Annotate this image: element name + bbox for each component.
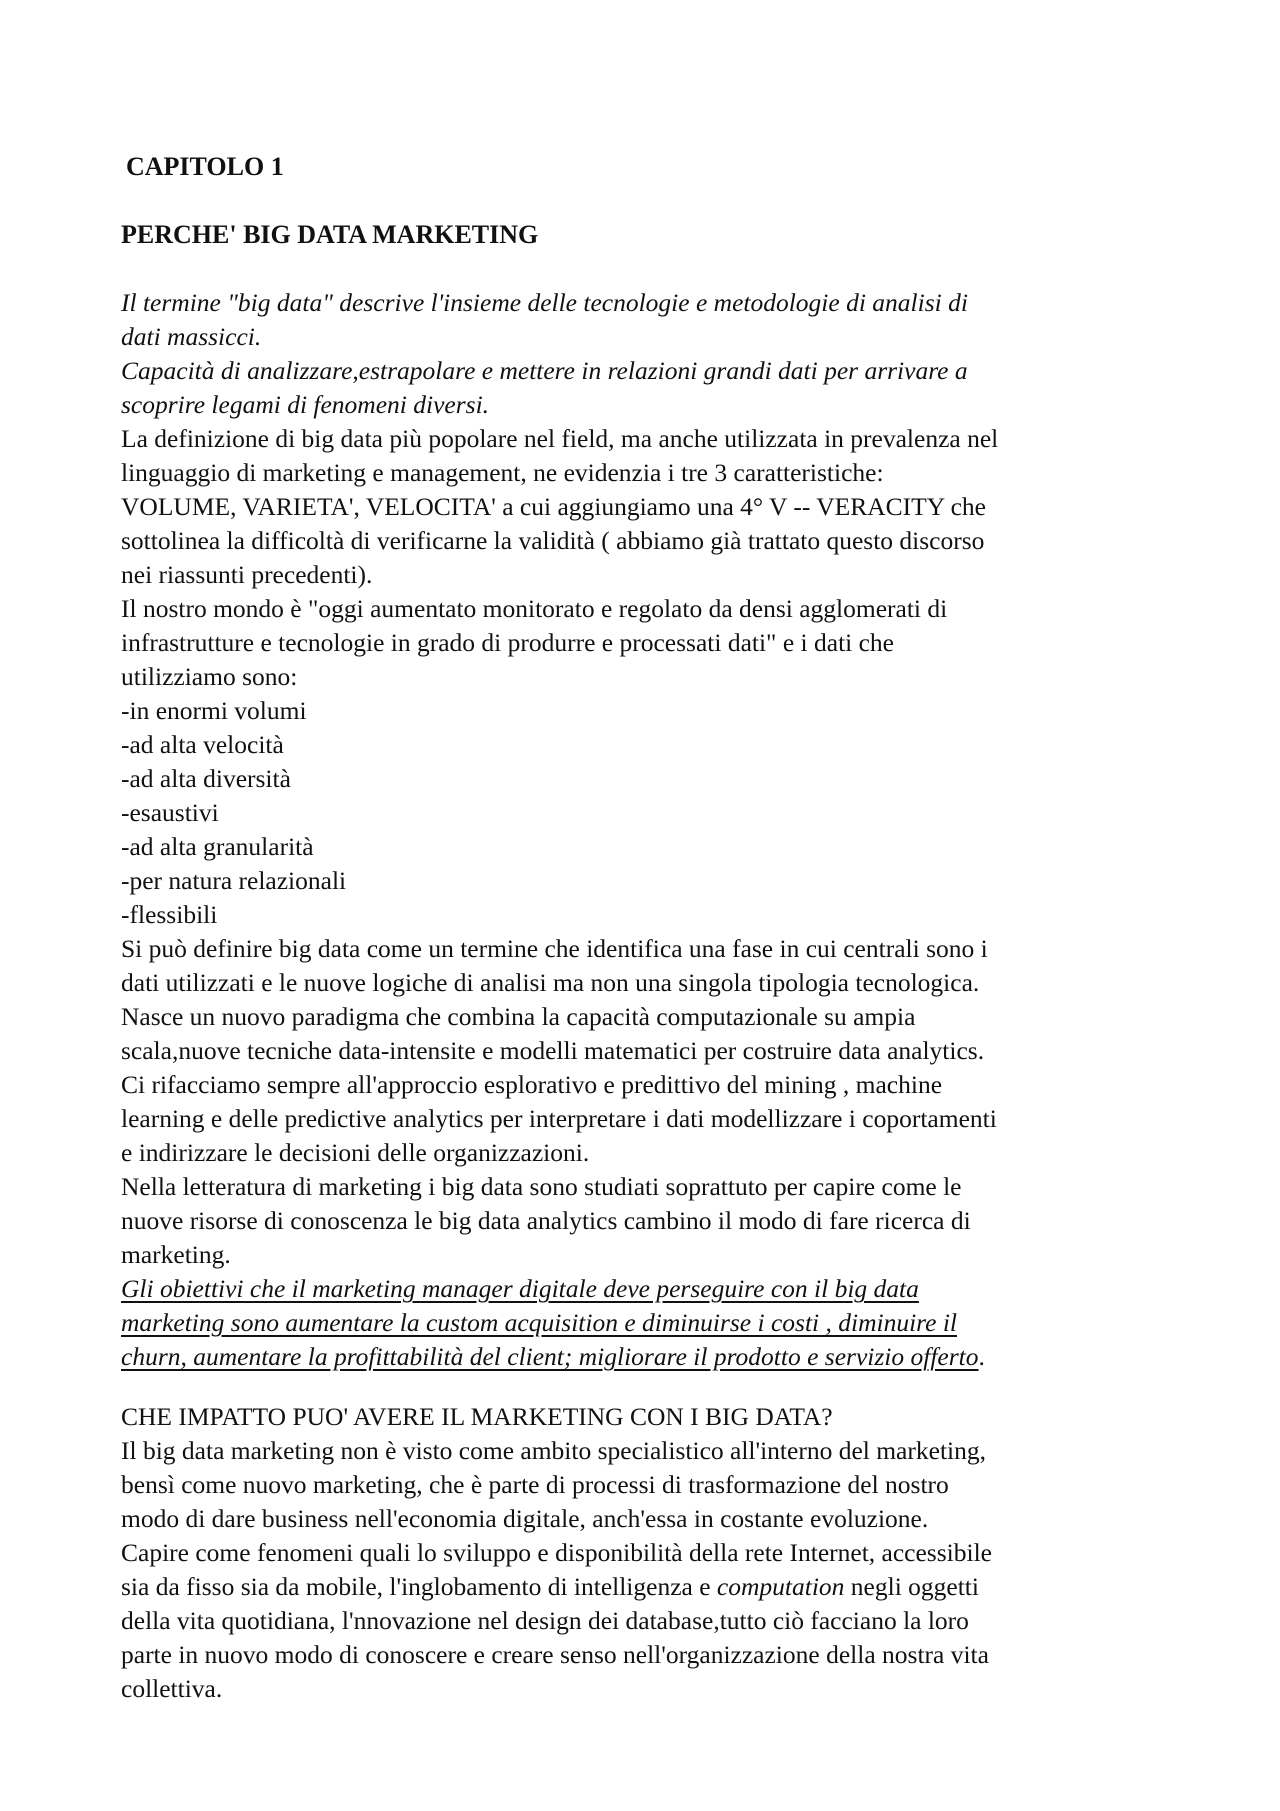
text-line: [121, 1672, 1171, 1706]
line-text: nuove risorse di conoscenza le big data analytics cambino il modo di fare ricerca di: [121, 1206, 971, 1235]
line-text: Il nostro mondo è "oggi aumentato monitorato e regolato da densi agglomerati di: [121, 594, 948, 623]
line-text: Nasce un nuovo paradigma che combina la capacità computazionale su ampia: [121, 1002, 916, 1031]
line-text: sottolinea la difficoltà di verificarne la validità ( abbiamo già trattato questo discorso: [121, 526, 985, 555]
line-text: -in enormi volumi: [121, 696, 307, 725]
line-text: scoprire legami di fenomeni diversi.: [121, 390, 490, 419]
text-line: [121, 1434, 1171, 1468]
section-heading-impact: CHE IMPATTO PUO' AVERE IL MARKETING CON I BIG DATA?: [121, 1402, 833, 1431]
line-text: Si può definire big data come un termine che identifica una fase in cui centrali sono i: [121, 934, 988, 963]
line-text: -ad alta diversità: [121, 764, 291, 793]
text-line: [121, 558, 1171, 592]
text-line: [121, 1570, 1171, 1604]
line-text: parte in nuovo modo di conoscere e creare senso nell'organizzazione della nostra vita: [121, 1640, 989, 1669]
line-text: Capire come fenomeni quali lo sviluppo e disponibilità della rete Internet, accessibile: [121, 1538, 992, 1567]
line-text: La definizione di big data più popolare nel field, ma anche utilizzata in prevalenza nel: [121, 424, 999, 453]
line-text: Gli obiettivi che il marketing manager digitale deve perseguire con il big data: [121, 1274, 919, 1303]
text-line: [121, 592, 1171, 626]
line-text-tail: .: [978, 1342, 985, 1371]
text-line: [121, 524, 1171, 558]
line-text: churn, aumentare la profittabilità del client; migliorare il prodotto e servizio offerto: [121, 1342, 979, 1371]
text-line: [121, 966, 1171, 1000]
text-line: [121, 388, 1171, 422]
text-line: [121, 1468, 1171, 1502]
text-line: [121, 830, 1171, 864]
text-line: [121, 490, 1171, 524]
line-text: Il termine "big data" descrive l'insieme delle tecnologie e metodologie di analisi di: [121, 288, 968, 317]
text-line: [121, 320, 1171, 354]
document-body: [121, 150, 1171, 1706]
line-text: Capacità di analizzare,estrapolare e mettere in relazioni grandi dati per arrivare a: [121, 356, 968, 385]
line-text: della vita quotidiana, l'nnovazione nel design dei database,tutto ciò facciano la loro: [121, 1606, 969, 1635]
text-line: [121, 626, 1171, 660]
text-line: [121, 1272, 1171, 1306]
line-text: -per natura relazionali: [121, 866, 347, 895]
line-text: Nella letteratura di marketing i big data sono studiati soprattuto per capire come le: [121, 1172, 962, 1201]
text-line: [121, 728, 1171, 762]
line-text: dati massicci.: [121, 322, 262, 351]
line-text: -flessibili: [121, 900, 218, 929]
text-line: [121, 456, 1171, 490]
text-line: [121, 1340, 1171, 1374]
line-text: nei riassunti precedenti).: [121, 560, 373, 589]
text-line: [121, 864, 1171, 898]
line-text: scala,nuove tecniche data-intensite e modelli matematici per costruire data analytics.: [121, 1036, 985, 1065]
chapter-label: CAPITOLO 1: [126, 152, 284, 181]
line-text-after: negli oggetti: [844, 1572, 979, 1601]
text-line: [121, 1068, 1171, 1102]
line-text: sia da fisso sia da mobile, l'inglobamento di intelligenza e: [121, 1572, 717, 1601]
text-line: [121, 1170, 1171, 1204]
text-line: [121, 1204, 1171, 1238]
line-text-italic: computation: [716, 1572, 845, 1601]
line-text: bensì come nuovo marketing, che è parte di processi di trasformazione del nostro: [121, 1470, 949, 1499]
line-text: collettiva.: [121, 1674, 223, 1703]
text-line: [121, 286, 1171, 320]
text-line: [121, 898, 1171, 932]
text-line: [121, 762, 1171, 796]
line-text: modo di dare business nell'economia digitale, anch'essa in costante evoluzione.: [121, 1504, 929, 1533]
line-text: dati utilizzati e le nuove logiche di analisi ma non una singola tipologia tecnologica.: [121, 968, 980, 997]
line-text: e indirizzare le decisioni delle organizzazioni.: [121, 1138, 590, 1167]
spacer: [121, 1374, 1171, 1400]
section-title: PERCHE' BIG DATA MARKETING: [121, 220, 539, 249]
line-text: VOLUME, VARIETA', VELOCITA' a cui aggiungiamo una 4° V -- VERACITY che: [121, 492, 986, 521]
text-line: [121, 354, 1171, 388]
paragraph-block-1: [121, 286, 1171, 1374]
text-line: [121, 660, 1171, 694]
line-text: marketing.: [121, 1240, 231, 1269]
line-text: -ad alta velocità: [121, 730, 284, 759]
text-line: [121, 1000, 1171, 1034]
line-text: Il big data marketing non è visto come ambito specialistico all'interno del marketing,: [121, 1436, 986, 1465]
line-text: linguaggio di marketing e management, ne evidenzia i tre 3 caratteristiche:: [121, 458, 884, 487]
line-text: utilizziamo sono:: [121, 662, 298, 691]
text-line: [121, 1638, 1171, 1672]
line-text: learning e delle predictive analytics per interpretare i dati modellizzare i coportamenti: [121, 1104, 997, 1133]
text-line: [121, 1102, 1171, 1136]
text-line: [121, 1306, 1171, 1340]
text-line: [121, 1604, 1171, 1638]
text-line: [121, 694, 1171, 728]
line-text: -ad alta granularità: [121, 832, 314, 861]
line-text: marketing sono aumentare la custom acquisition e diminuirse i costi , diminuire il: [121, 1308, 957, 1337]
line-text: infrastrutture e tecnologie in grado di produrre e processati dati" e i dati che: [121, 628, 894, 657]
text-line: [121, 932, 1171, 966]
text-line: [121, 1536, 1171, 1570]
line-text: -esaustivi: [121, 798, 219, 827]
text-line: [121, 796, 1171, 830]
text-line: [121, 1238, 1171, 1272]
text-line: [121, 422, 1171, 456]
paragraph-block-2: [121, 1434, 1171, 1706]
text-line: [121, 1034, 1171, 1068]
text-line: [121, 1136, 1171, 1170]
line-text: Ci rifacciamo sempre all'approccio esplorativo e predittivo del mining , machine: [121, 1070, 943, 1099]
text-line: [121, 1502, 1171, 1536]
